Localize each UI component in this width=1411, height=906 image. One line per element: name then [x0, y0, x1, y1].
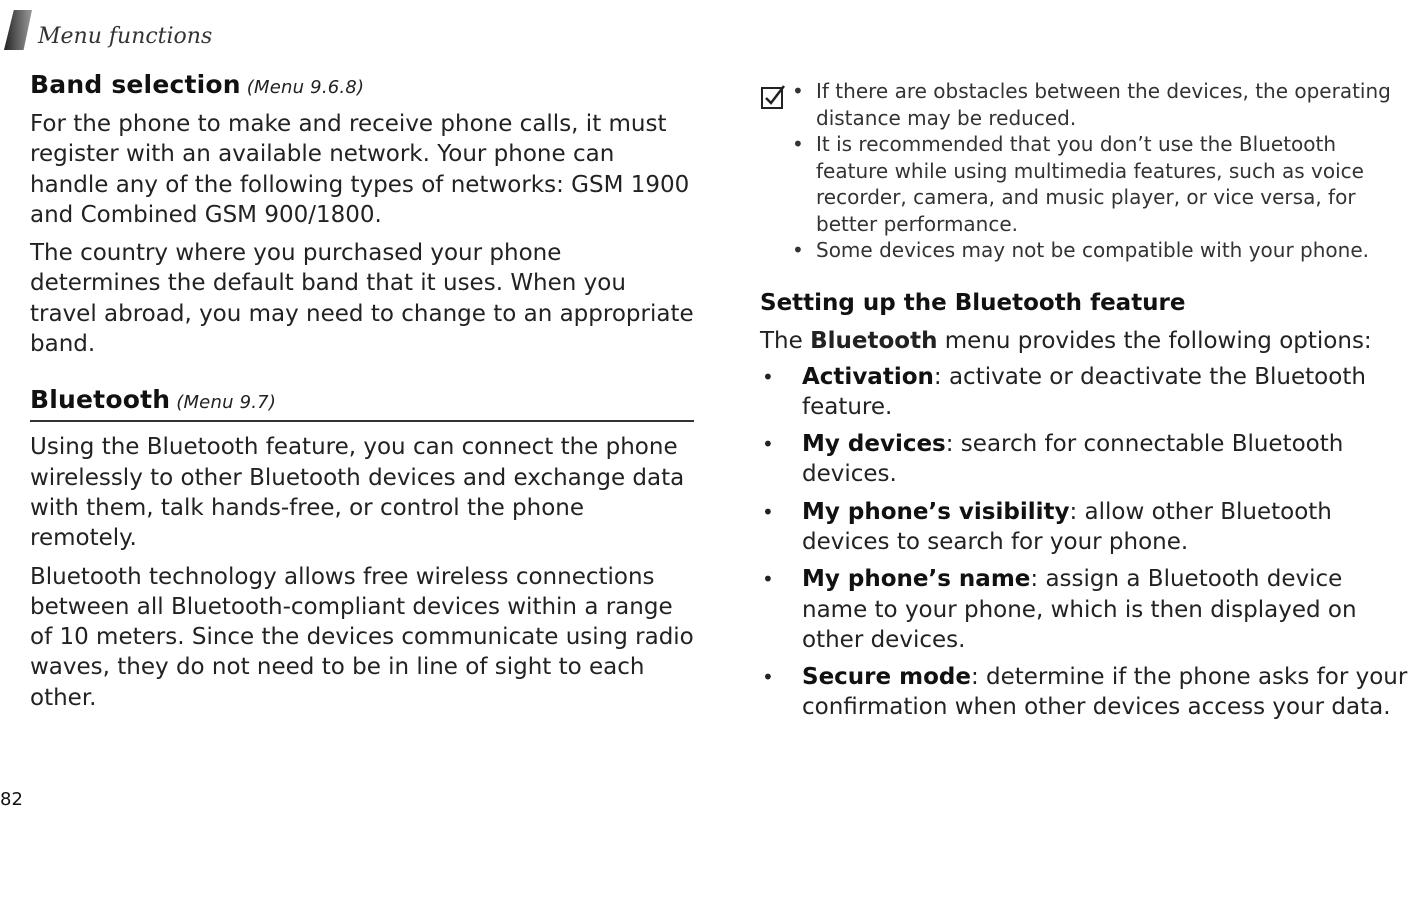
- bluetooth-menu-ref: (Menu 9.7): [176, 392, 277, 414]
- note-item: • It is recommended that you don’t use the Bluetooth feature while using multimedia features, such as voice recorder, camera, and music player, or vice versa, for better performance.: [792, 132, 1364, 236]
- bullet-icon: •: [762, 567, 774, 592]
- setup-intro: The Bluetooth menu provides the following options:: [760, 327, 1372, 354]
- band-paragraph-2: The country where you purchased your phone determines the default band that it uses. When you travel abroad, you may need to change to an appropriate band.: [30, 240, 694, 358]
- left-column: [30, 70, 694, 721]
- band-paragraph-1: For the phone to make and receive phone calls, it must register with an available network. Your phone can handle any of the following types of networks: GSM 1900 and Combined GSM 900/1800.: [30, 111, 690, 228]
- note-list: [760, 78, 1408, 264]
- bullet-icon: •: [792, 238, 804, 262]
- page-number: 82: [0, 789, 23, 810]
- bluetooth-title: Bluetooth: [30, 385, 171, 415]
- header-title: Menu functions: [38, 24, 213, 49]
- right-column: [760, 78, 1408, 730]
- option-secure-mode: • Secure mode: determine if the phone asks for your confirmation when other devices access your data.: [762, 664, 1408, 721]
- note-item: • Some devices may not be compatible with your phone.: [792, 238, 1369, 262]
- checkbox-note-icon: [760, 84, 786, 110]
- options-list: [760, 362, 1408, 723]
- bluetooth-heading: [30, 385, 694, 422]
- option-visibility: • My phone’s visibility: allow other Bluetooth devices to search for your phone.: [762, 498, 1332, 555]
- bullet-icon: •: [792, 132, 804, 156]
- bluetooth-paragraph-2: Bluetooth technology allows free wireless connections between all Bluetooth-compliant devices within a range of 10 meters. Since the devices communicate using radio waves, they do not need to be in line of sight to each other.: [30, 563, 694, 711]
- bullet-icon: •: [762, 499, 774, 524]
- option-activation: • Activation: activate or deactivate the Bluetooth feature.: [762, 363, 1366, 420]
- bluetooth-menu-name: Bluetooth: [810, 327, 938, 354]
- band-selection-menu-ref: (Menu 9.6.8): [246, 77, 365, 98]
- option-my-devices: • My devices: search for connectable Bluetooth devices.: [762, 431, 1344, 488]
- note-box: [760, 78, 1408, 264]
- page-header: [4, 10, 212, 50]
- bullet-icon: •: [762, 432, 774, 457]
- bullet-icon: •: [792, 79, 804, 103]
- setup-heading: Setting up the Bluetooth feature: [760, 289, 1186, 316]
- note-item: • If there are obstacles between the devices, the operating distance may be reduced.: [792, 79, 1391, 130]
- header-bar-icon: [4, 10, 32, 50]
- option-phone-name: • My phone’s name: assign a Bluetooth device name to your phone, which is then displayed on other devices.: [762, 566, 1357, 653]
- band-selection-title: Band selection: [30, 70, 241, 99]
- bluetooth-paragraph-1: Using the Bluetooth feature, you can connect the phone wirelessly to other Bluetooth devices and exchange data with them, talk hands-free, or control the phone remotely.: [30, 434, 685, 552]
- bullet-icon: •: [762, 364, 774, 389]
- bullet-icon: •: [762, 665, 774, 690]
- band-selection-heading: [30, 70, 694, 103]
